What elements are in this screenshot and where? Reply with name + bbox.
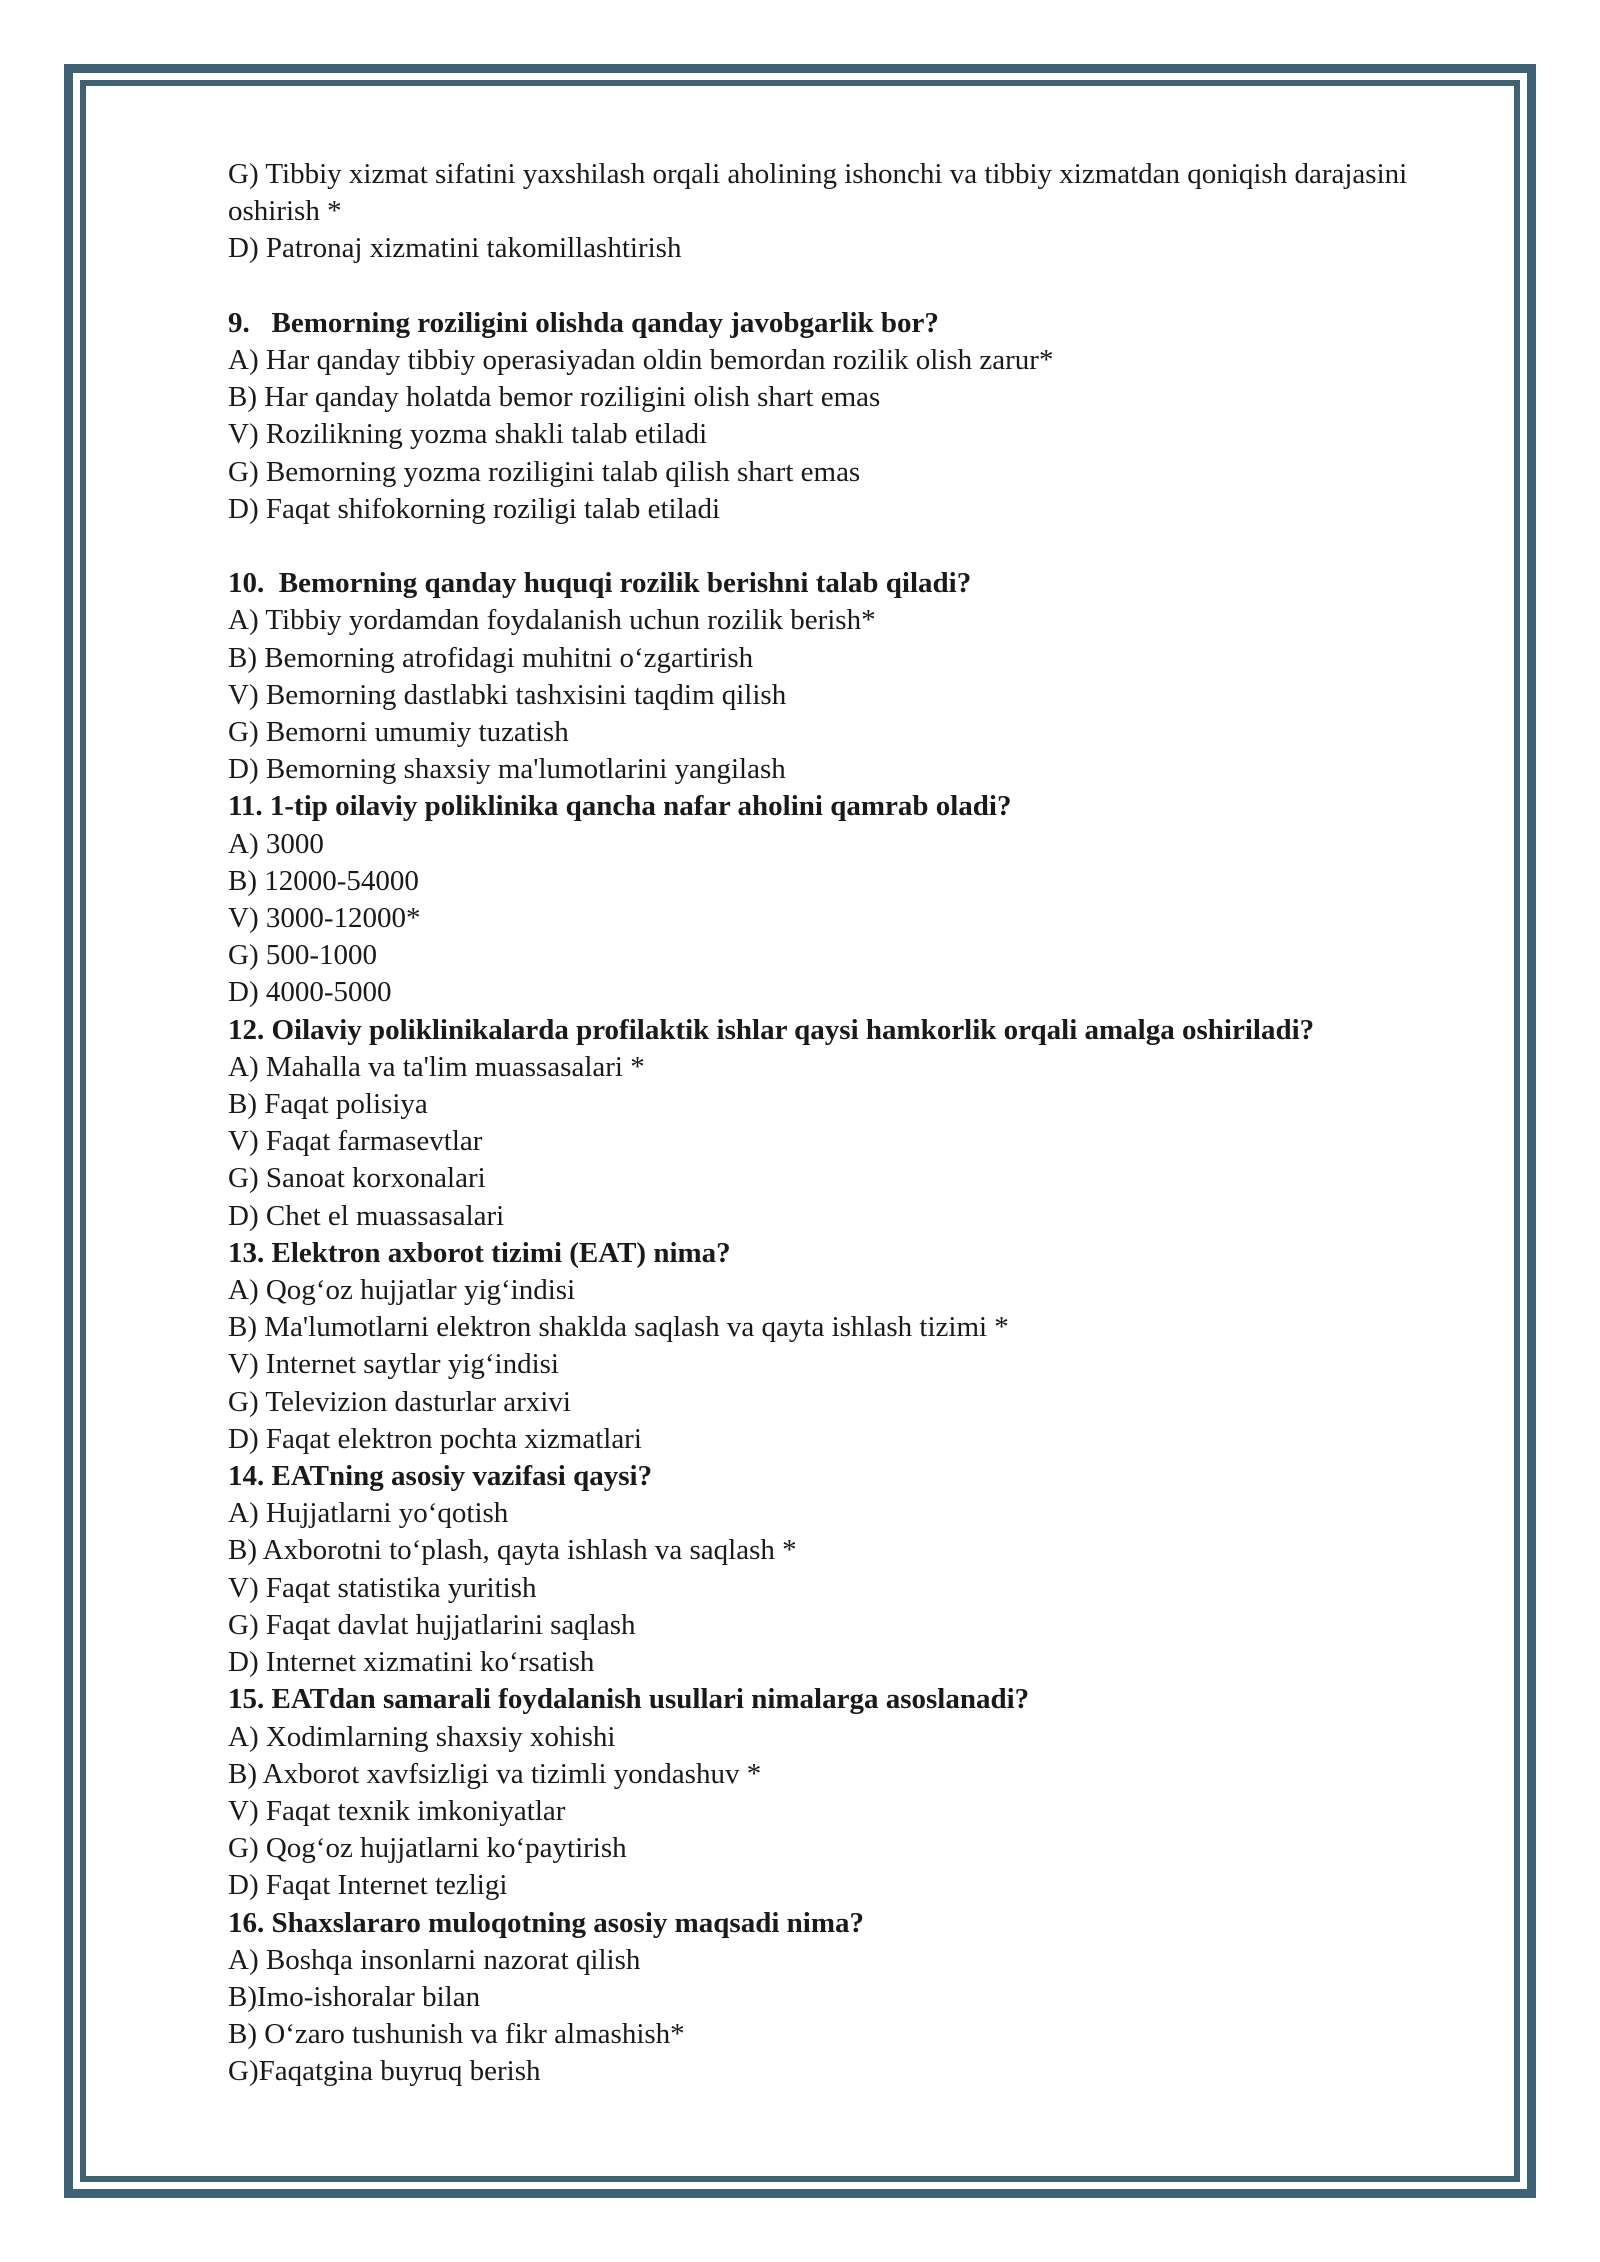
- answer-option: D) Faqat Internet tezligi: [228, 1869, 508, 1902]
- answer-option: G) Tibbiy xizmat sifatini yaxshilash orqali aholining ishonchi va tibbiy xizmatdan qoniqish darajasini oshirish *: [228, 158, 1408, 228]
- answer-option: B) Faqat polisiya: [228, 1088, 428, 1121]
- question-heading: 16. Shaxslararo muloqotning asosiy maqsadi nima?: [228, 1906, 864, 1939]
- question-heading: 15. EATdan samarali foydalanish usullari nimalarga asoslanadi?: [228, 1683, 1030, 1716]
- answer-option: B) Bemorning atrofidagi muhitni o‘zgartirish: [228, 641, 754, 674]
- question-heading: 14. EATning asosiy vazifasi qaysi?: [228, 1460, 653, 1493]
- question-heading: 12. Oilaviy poliklinikalarda profilaktik ishlar qaysi hamkorlik orqali amalga oshiriladi?: [228, 1013, 1315, 1046]
- answer-option: B) 12000-54000: [228, 864, 419, 897]
- answer-option: G) Bemorni umumiy tuzatish: [228, 716, 569, 749]
- answer-option: V) Rozilikning yozma shakli talab etiladi: [228, 418, 708, 451]
- question-heading: 11. 1-tip oilaviy poliklinika qancha nafar aholini qamrab oladi?: [228, 790, 1012, 823]
- answer-option: D) Chet el muassasalari: [228, 1199, 505, 1232]
- answer-option: G) Qog‘oz hujjatlarni ko‘paytirish: [228, 1832, 627, 1865]
- answer-option: A) Xodimlarning shaxsiy xohishi: [228, 1720, 616, 1753]
- answer-option: G) Bemorning yozma roziligini talab qilish shart emas: [228, 455, 861, 488]
- test-questions-body: [228, 156, 1448, 2091]
- answer-option: D) 4000-5000: [228, 976, 392, 1009]
- answer-option: V) Faqat texnik imkoniyatlar: [228, 1794, 566, 1827]
- answer-option: B) O‘zaro tushunish va fikr almashish*: [228, 2018, 685, 2051]
- answer-option: B) Axborotni to‘plash, qayta ishlash va saqlash *: [228, 1534, 797, 1567]
- answer-option: A) Mahalla va ta'lim muassasalari *: [228, 1050, 645, 1083]
- answer-option: D) Faqat shifokorning roziligi talab etiladi: [228, 492, 721, 525]
- answer-option: B) Har qanday holatda bemor roziligini olish shart emas: [228, 381, 881, 414]
- answer-option: B) Axborot xavfsizligi va tizimli yondashuv *: [228, 1757, 762, 1790]
- answer-option: D) Faqat elektron pochta xizmatlari: [228, 1422, 642, 1455]
- answer-option: A) Boshqa insonlarni nazorat qilish: [228, 1943, 641, 1976]
- answer-option: V) Faqat statistika yuritish: [228, 1571, 537, 1604]
- answer-option: V) Internet saytlar yig‘indisi: [228, 1348, 559, 1381]
- answer-option: G)Faqatgina buyruq berish: [228, 2055, 541, 2088]
- answer-option: G) Sanoat korxonalari: [228, 1162, 486, 1195]
- answer-option: B) Ma'lumotlarni elektron shaklda saqlash va qayta ishlash tizimi *: [228, 1311, 1009, 1344]
- answer-option: G) Faqat davlat hujjatlarini saqlash: [228, 1608, 636, 1641]
- answer-option: A) Hujjatlarni yo‘qotish: [228, 1497, 509, 1530]
- answer-option: A) Qog‘oz hujjatlar yig‘indisi: [228, 1274, 576, 1307]
- answer-option: V) Bemorning dastlabki tashxisini taqdim qilish: [228, 678, 787, 711]
- answer-option: D) Patronaj xizmatini takomillashtirish: [228, 232, 682, 265]
- question-heading: 13. Elektron axborot tizimi (EAT) nima?: [228, 1236, 731, 1269]
- question-heading: 9. Bemorning roziligini olishda qanday javobgarlik bor?: [228, 306, 939, 339]
- answer-option: G) 500-1000: [228, 939, 378, 972]
- answer-option: D) Bemorning shaxsiy ma'lumotlarini yangilash: [228, 753, 786, 786]
- answer-option: A) Tibbiy yordamdan foydalanish uchun rozilik berish*: [228, 604, 876, 637]
- question-heading: 10. Bemorning qanday huquqi rozilik berishni talab qiladi?: [228, 567, 972, 600]
- answer-option: A) Har qanday tibbiy operasiyadan oldin bemordan rozilik olish zarur*: [228, 344, 1054, 376]
- answer-option: A) 3000: [228, 827, 324, 860]
- answer-option: D) Internet xizmatini ko‘rsatish: [228, 1646, 595, 1679]
- answer-option: B)Imo-ishoralar bilan: [228, 1980, 481, 2013]
- answer-option: V) 3000-12000*: [228, 902, 421, 935]
- answer-option: V) Faqat farmasevtlar: [228, 1125, 483, 1158]
- answer-option: G) Televizion dasturlar arxivi: [228, 1385, 571, 1418]
